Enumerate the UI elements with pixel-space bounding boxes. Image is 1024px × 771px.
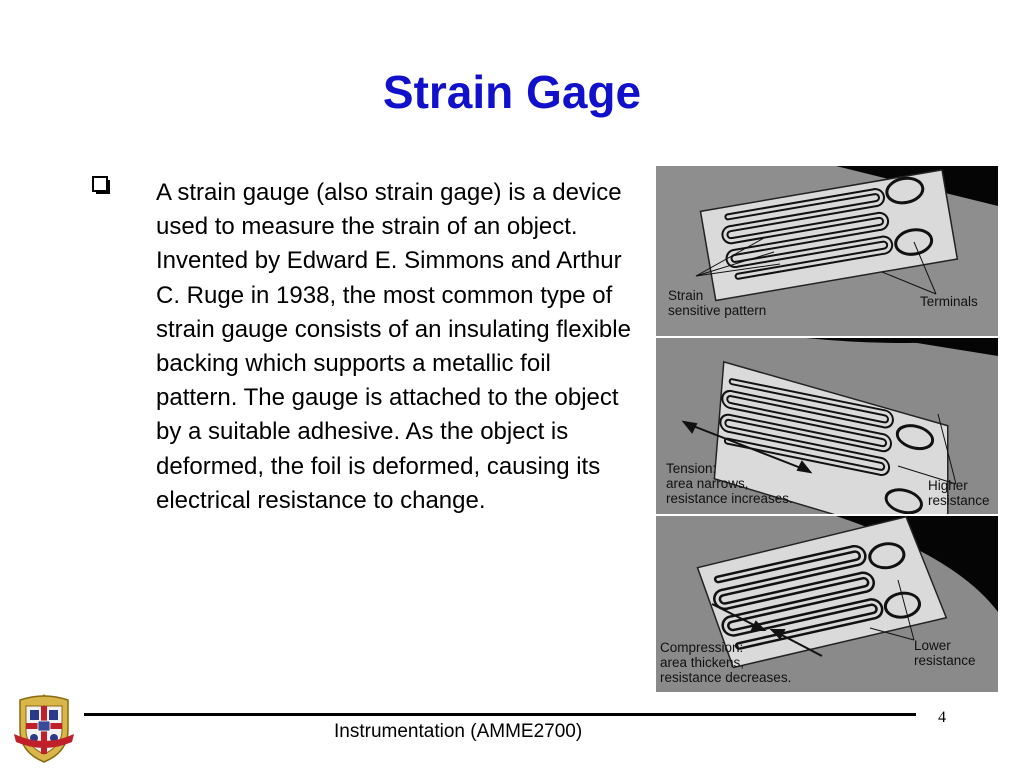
footer-divider — [84, 713, 916, 716]
label-lower-resistance: Lower resistance — [914, 638, 976, 668]
footer-course-title: Instrumentation (AMME2700) — [334, 721, 583, 742]
label-tension: Tension: area narrows, resistance increases. — [666, 461, 793, 506]
panel-tension — [656, 338, 998, 514]
checkbox-bullet-icon — [92, 176, 112, 196]
label-compression: Compression: area thickens, resistance decreases. — [660, 640, 792, 685]
label-terminals: Terminals — [920, 294, 978, 309]
panel-compression — [656, 516, 998, 692]
label-higher-resistance: Higher resistance — [928, 478, 990, 508]
slide-title: Strain Gage — [382, 66, 642, 118]
label-strain-sensitive-pattern: Strain sensitive pattern — [668, 288, 767, 318]
panel-rest — [656, 166, 998, 336]
page-number: 4 — [938, 709, 946, 726]
strain-gauge-figure — [656, 166, 998, 692]
body-paragraph: A strain gauge (also strain gage) is a device used to measure the strain of an object. Invented by Edward E. Simmons and Arthur C. Ruge in 1938, the most common type of strain gauge consists of an insulating flexible backing which supports a metallic foil pattern. The gauge is attached to the object by a suitable adhesive. As the object is deformed, the foil is deformed, causing its electrical resistance to change. — [156, 179, 631, 514]
university-crest-icon — [6, 690, 82, 766]
